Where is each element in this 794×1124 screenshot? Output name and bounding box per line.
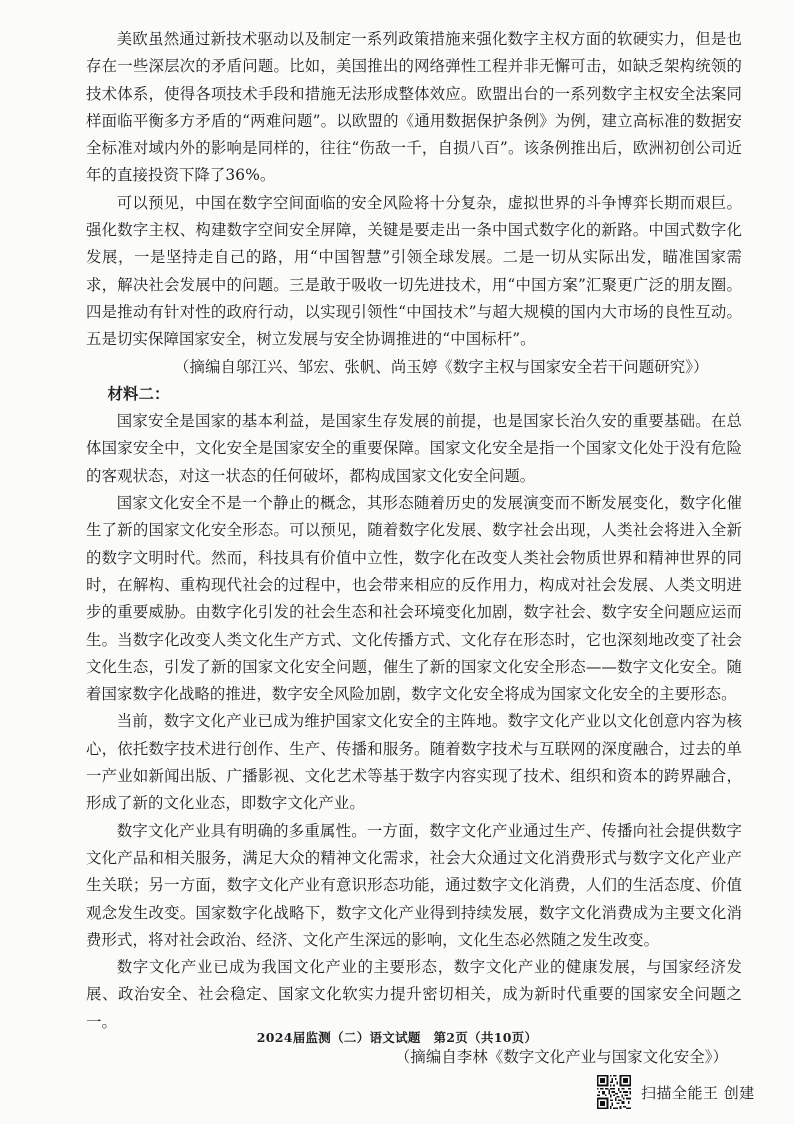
paragraph-5: 当前，数字文化产业已成为维护国家文化安全的主阵地。数字文化产业以文化创意内容为核心，依托数字技术进行创作、生产、传播和服务。随着数字技术与互联网的深度融合，过去的单一产业如新闻出版、广播影视、文化艺术等基于数字内容实现了技术、组织和资本的跨界融合，形成了新的文化业态，即数字文化产业。 (86, 712, 742, 813)
source-citation-2: （摘编自李林《数字文化产业与国家文化安全》） (394, 1047, 728, 1066)
paragraph-2: 可以预见，中国在数字空间面临的安全风险将十分复杂，虚拟世界的斗争博弈长期而艰巨。强化数字主权、构建数字空间安全屏障，关键是要走出一条中国式数字化的新路。中国式数字化发展，一是坚持走自己的路，用“中国智慧”引领全球发展。二是一切从实际出发，瞄准国家需求，解决社会发展中的问题。三是敢于吸收一切先进技术，用“中国方案”汇聚更广泛的朋友圈。四是推动有针对性的政府行动，以实现引领性“中国技术”与超大规模的国内大市场的良性互动。五是切实保障国家安全，树立发展与安全协调推进的“中国标杆”。 (86, 193, 742, 349)
paragraph-4: 国家文化安全不是一个静止的概念，其形态随着历史的发展演变而不断发展变化，数字化催生了新的国家文化安全形态。可以预见，随着数字化发展、数字社会出现，人类社会将进入全新的数字文明时代。然而，科技具有价值中立性，数字化在改变人类社会物质世界和精神世界的同时，在解构、重构现代社会的过程中，也会带来相应的反作用力，构成对社会发展、人类文明进步的重要威胁。由数字化引发的社会生态和社会环境变化加剧，数字社会、数字安全问题应运而生。当数字化改变人类文化生产方式、文化传播方式、文化存在形态时，它也深刻地改变了社会文化生态，引发了新的国家文化安全问题，催生了新的国家文化安全形态——数字文化安全。随着国家数字化战略的推进，数字安全风险加剧，数字文化安全将成为国家文化安全的主要形态。 (86, 494, 742, 704)
paragraph-1: 美欧虽然通过新技术驱动以及制定一系列政策措施来强化数字主权方面的软硬实力，但是也存在一些深层次的矛盾问题。比如，美国推出的网络弹性工程并非无懈可击，如缺乏架构统领的技术体系，使得各项技术手段和措施无法形成整体效应。欧盟出台的一系列数字主权安全法案同样面临平衡多方矛盾的“两难问题”。以欧盟的《通用数据保护条例》为例，建立高标准的数据安全标准对域内外的影响是同样的，往往“伤敌一千，自损八百”。该条例推出后，欧洲初创公司近年的直接投资下降了36%。 (86, 30, 742, 185)
paragraph-7: 数字文化产业已成为我国文化产业的主要形态，数字文化产业的健康发展，与国家经济发展、政治安全、社会稳定、国家文化软实力提升密切相关，成为新时代重要的国家安全问题之一。 (86, 958, 742, 1031)
scanner-label: 扫描全能王 创建 (641, 1083, 755, 1102)
paragraph-3: 国家安全是国家的基本利益，是国家生存发展的前提，也是国家长治久安的重要基础。在总体国家安全中，文化安全是国家安全的重要保障。国家文化安全是指一个国家文化处于没有危险的客观状态，对这一状态的任何破坏，都构成国家文化安全问题。 (86, 412, 742, 485)
paragraph-6: 数字文化产业具有明确的多重属性。一方面，数字文化产业通过生产、传播向社会提供数字文化产品和相关服务，满足大众的精神文化需求，社会大众通过文化消费形式与数字文化产业产生关联；另一方面，数字文化产业有意识形态功能，通过数字文化消费，人们的生活态度、价值观念发生改变。国家数字化战略下，数字文化产业得到持续发展，数字文化消费成为主要文化消费形式，将对社会政治、经济、文化产生深远的影响，文化生态必然随之发生改变。 (86, 821, 742, 949)
body-text (86, 26, 742, 1071)
page-footer: 2024届监测（二）语文试题 第2页（共10页） (256, 1030, 538, 1045)
scanner-watermark (597, 1074, 755, 1110)
section-heading: 材料二： (107, 384, 170, 403)
qr-code-icon (597, 1075, 631, 1109)
source-citation-1: （摘编自邬江兴、邹宏、张帆、尚玉婷《数字主权与国家安全若干问题研究》） (174, 357, 709, 376)
